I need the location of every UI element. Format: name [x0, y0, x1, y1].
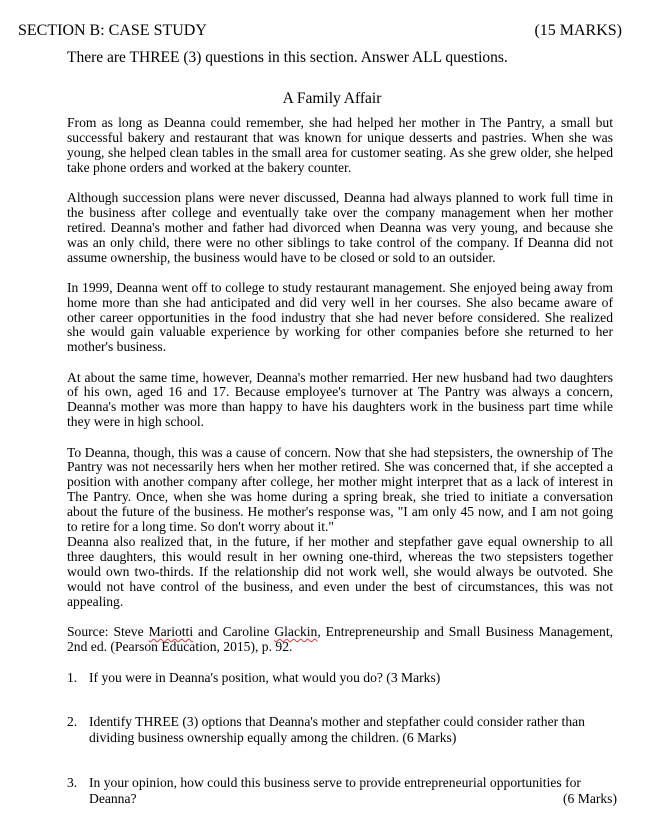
- question-number: 3.: [67, 775, 78, 790]
- question-text-line: In your opinion, how could this business serve to provide entrepreneurial opportunities for: [89, 775, 581, 790]
- source-author1-surname: Mariotti: [148, 623, 194, 639]
- question-item: [67, 714, 617, 747]
- case-paragraph: To Deanna, though, this was a cause of concern. Now that she had stepsisters, the ownership of The Pantry was not necessarily hers when her mother retired. She was concerned that, if she accepted a position with another company after college, her mother might interpret that as a lack of interest in The Pantry. Once, when she was home during a spring break, she tried to initiate a conversation about the future of the business. He mother's response was, "I am only 45 now, and I am not going to retire for a long time. So don't worry about it.": [67, 444, 613, 535]
- case-paragraph: Although succession plans were never discussed, Deanna had always planned to work full time in the business after college and eventually take over the company management when her mother retired. Deanna's mother and father had divorced when Deanna was very young, and because she was an only child, there were no other siblings to take control of the company. If Deanna did not assume ownership, the business would have to be closed or sold to an outsider.: [67, 189, 613, 265]
- source-prefix: Source: Steve: [67, 623, 149, 639]
- instructions: There are THREE (3) questions in this section. Answer ALL questions.: [67, 49, 508, 66]
- question-text: Identify THREE (3) options that Deanna's mother and stepfather could consider rather than dividing business ownership equally among the children. (6 Marks): [89, 714, 585, 746]
- source-suffix: , Entrepreneurship and Small Business Management, 2nd ed. (Pearson Education, 2015), p. 92.: [67, 623, 613, 654]
- section-header: [18, 20, 622, 42]
- question-item: [67, 670, 617, 686]
- question-number: 1.: [67, 670, 78, 685]
- question-text-block: [89, 775, 617, 808]
- section-title: SECTION B: CASE STUDY: [18, 22, 207, 39]
- case-paragraph: In 1999, Deanna went off to college to study restaurant management. She enjoyed being away from home more than she had anticipated and did very well in her courses. She also became aware of other career opportunities in the food industry that she had never before considered. She realized she would gain valuable experience by working for other companies before she returned to her mother's business.: [67, 279, 613, 355]
- question-item: [67, 775, 617, 808]
- section-marks: (15 MARKS): [534, 22, 622, 39]
- case-paragraph: From as long as Deanna could remember, she had helped her mother in The Pantry, a small but successful bakery and restaurant that was known for unique desserts and pastries. When she was young, she helped clean tables in the small area for customer seating. As she grew older, she helped take phone orders and worked at the bakery counter.: [67, 115, 613, 175]
- case-title: A Family Affair: [282, 90, 382, 107]
- question-marks: (6 Marks): [563, 791, 617, 807]
- case-paragraph: Deanna also realized that, in the future, if her mother and stepfather gave equal ownership to all three daughters, this would result in her owning one-third, whereas the two stepsisters together would own two-thirds. If the relationship did not work well, she would always be outvoted. She would not have control of the business, and even under the best of circumstances, this was not appealing.: [67, 533, 613, 609]
- question-text-continued: Deanna?: [89, 791, 137, 807]
- question-number: 2.: [67, 714, 78, 729]
- source-citation: [67, 625, 613, 655]
- question-text: If you were in Deanna's position, what would you do? (3 Marks): [89, 670, 441, 685]
- question-text-line: [89, 791, 617, 807]
- case-paragraph: At about the same time, however, Deanna's mother remarried. Her new husband had two daughters of his own, aged 16 and 17. Because employee's turnover at The Pantry was always a concern, Deanna's mother was more than happy to have his daughters work in the business part time while they were in high school.: [67, 369, 613, 430]
- source-middle: and Caroline: [193, 623, 275, 639]
- case-study-body: [67, 116, 613, 670]
- source-author2-surname: Glackin: [274, 623, 318, 639]
